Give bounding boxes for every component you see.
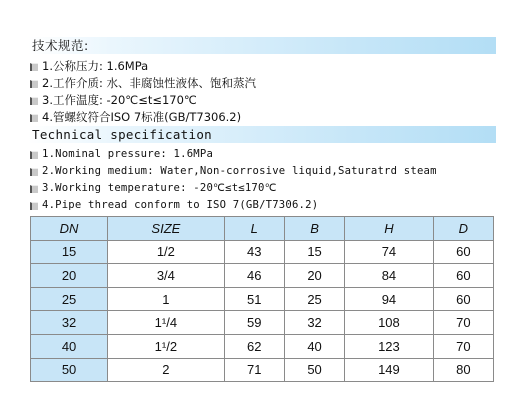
dimensions-table bbox=[30, 216, 494, 382]
bullet-icon bbox=[30, 202, 38, 210]
column-header-d: D bbox=[433, 217, 493, 241]
cell-h: 94 bbox=[345, 287, 433, 311]
column-header-b: B bbox=[284, 217, 344, 241]
bullet-icon bbox=[30, 168, 38, 176]
cell-l: 59 bbox=[224, 311, 284, 335]
spec-en-item bbox=[30, 163, 437, 180]
column-header-dn: DN bbox=[31, 217, 108, 241]
bullet-icon bbox=[30, 114, 38, 122]
spec-en-item-text: 1.Nominal pressure: 1.6MPa bbox=[42, 148, 214, 160]
cell-l: 62 bbox=[224, 334, 284, 358]
cell-dn: 15 bbox=[31, 240, 108, 264]
cell-d: 60 bbox=[433, 287, 493, 311]
bullet-icon bbox=[30, 151, 38, 159]
cell-b: 40 bbox=[284, 334, 344, 358]
spec-en-item-text: 3.Working temperature: -20℃≤t≤170℃ bbox=[42, 182, 277, 194]
column-header-l: L bbox=[224, 217, 284, 241]
spec-en-item bbox=[30, 180, 437, 197]
column-header-h: H bbox=[345, 217, 433, 241]
cell-dn: 40 bbox=[31, 334, 108, 358]
bullet-icon bbox=[30, 97, 38, 105]
cell-l: 43 bbox=[224, 240, 284, 264]
spec-en-item bbox=[30, 197, 437, 214]
cell-h: 108 bbox=[345, 311, 433, 335]
cell-l: 46 bbox=[224, 264, 284, 288]
cell-h: 74 bbox=[345, 240, 433, 264]
table-row bbox=[31, 311, 494, 335]
spec-cn-title: 技术规范: bbox=[28, 37, 496, 54]
cell-d: 60 bbox=[433, 240, 493, 264]
cell-size: 1 bbox=[108, 287, 225, 311]
table-row bbox=[31, 264, 494, 288]
cell-h: 149 bbox=[345, 358, 433, 382]
spec-en-item bbox=[30, 146, 437, 163]
cell-h: 123 bbox=[345, 334, 433, 358]
spec-cn-item-text: 4.管螺纹符合ISO 7标准(GB/T7306.2) bbox=[42, 110, 242, 124]
cell-dn: 20 bbox=[31, 264, 108, 288]
cell-size: 3/4 bbox=[108, 264, 225, 288]
cell-dn: 25 bbox=[31, 287, 108, 311]
spec-cn-item bbox=[30, 75, 256, 92]
spec-cn-item bbox=[30, 58, 256, 75]
cell-dn: 50 bbox=[31, 358, 108, 382]
spec-en-title: Technical specification bbox=[28, 126, 496, 143]
cell-size: 1/2 bbox=[108, 240, 225, 264]
spec-en-item-text: 4.Pipe thread conform to ISO 7(GB/T7306.2) bbox=[42, 199, 319, 211]
cell-d: 80 bbox=[433, 358, 493, 382]
cell-size: 1¹/4 bbox=[108, 311, 225, 335]
spec-cn-item-text: 2.工作介质: 水、非腐蚀性液体、饱和蒸汽 bbox=[42, 76, 257, 90]
cell-d: 60 bbox=[433, 264, 493, 288]
bullet-icon bbox=[30, 80, 38, 88]
bullet-icon bbox=[30, 63, 38, 71]
spec-cn-list bbox=[30, 58, 256, 126]
cell-l: 51 bbox=[224, 287, 284, 311]
spec-cn-item-text: 3.工作温度: -20℃≤t≤170℃ bbox=[42, 93, 197, 107]
table-row bbox=[31, 334, 494, 358]
cell-d: 70 bbox=[433, 334, 493, 358]
cell-size: 1¹/2 bbox=[108, 334, 225, 358]
cell-l: 71 bbox=[224, 358, 284, 382]
spec-cn-item-text: 1.公称压力: 1.6MPa bbox=[42, 59, 149, 73]
cell-d: 70 bbox=[433, 311, 493, 335]
spec-en-item-text: 2.Working medium: Water,Non-corrosive liquid,Saturatrd steam bbox=[42, 165, 437, 177]
bullet-icon bbox=[30, 185, 38, 193]
cell-b: 50 bbox=[284, 358, 344, 382]
table-row bbox=[31, 287, 494, 311]
cell-b: 20 bbox=[284, 264, 344, 288]
column-header-size: SIZE bbox=[108, 217, 225, 241]
spec-cn-item bbox=[30, 109, 256, 126]
table-header-row bbox=[31, 217, 494, 241]
cell-b: 15 bbox=[284, 240, 344, 264]
cell-b: 25 bbox=[284, 287, 344, 311]
table-row bbox=[31, 358, 494, 382]
cell-size: 2 bbox=[108, 358, 225, 382]
cell-h: 84 bbox=[345, 264, 433, 288]
cell-dn: 32 bbox=[31, 311, 108, 335]
spec-cn-item bbox=[30, 92, 256, 109]
spec-en-list bbox=[30, 146, 437, 214]
cell-b: 32 bbox=[284, 311, 344, 335]
table-row bbox=[31, 240, 494, 264]
